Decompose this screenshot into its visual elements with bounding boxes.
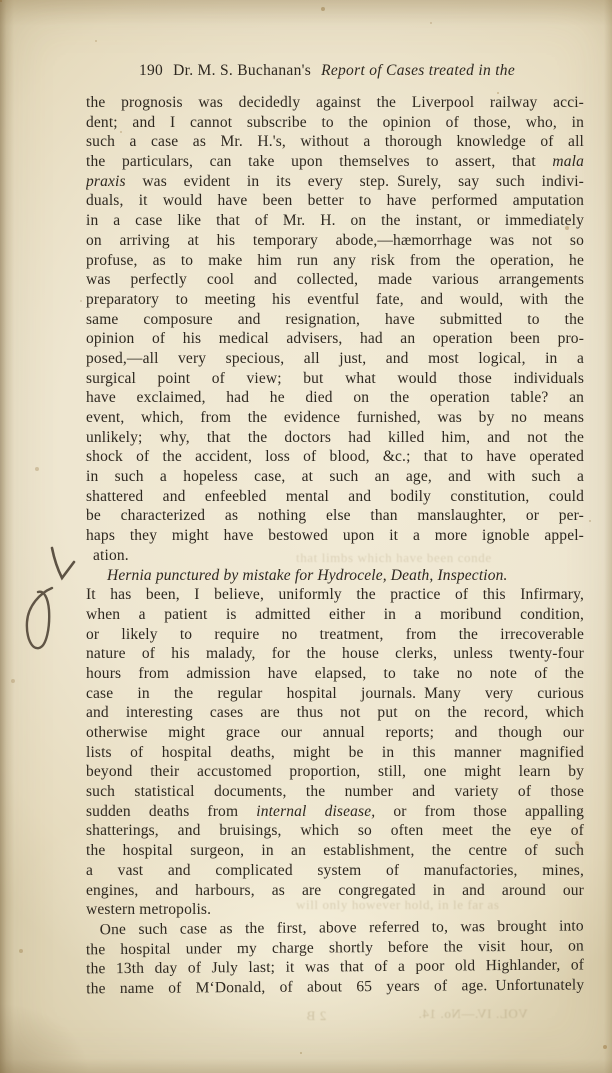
bleed-through-fragment: will only however hold, in le far as [296,897,500,912]
page-number: 190 [138,62,164,79]
text-segment: the hospital under my charge shortly before the visit hour, on [85,936,584,958]
text-segment: on arriving at his temporary abode,—hæmorrhage was not so [86,231,584,249]
page-edge-shading-right [604,0,612,1073]
text-segment: unlikely; why, that the doctors had killed him, and not the [86,428,584,446]
text-line [86,861,584,881]
text-line [86,605,584,625]
text-segment: such statistical documents, the number and variety of those [86,783,584,801]
italic-text-segment: internal disease, [256,802,376,820]
paragraph [86,916,585,999]
loop-mark-stroke [27,588,52,648]
text-line [86,526,584,546]
text-segment: shatterings, and bruisings, which so often meet the eye of [86,822,584,840]
text-segment: same composure and resignation, have submitted to the [86,310,584,328]
text-block [86,93,584,999]
text-segment: otherwise might grace our annual reports; and though our [86,724,584,741]
text-segment: surgical point of view; but what would those individuals [86,369,584,387]
text-segment: sudden deaths from [86,802,257,820]
text-line [86,506,584,526]
page-edge-shading-top [0,0,612,26]
text-line [86,172,584,192]
paragraph [86,93,584,566]
page-edge-shading-bottom [0,1059,612,1073]
text-line [86,152,584,172]
text-segment: the hospital surgeon, in an establishment, the centre of such [86,842,584,860]
text-segment: western metropolis. [86,901,212,919]
bleed-through-fragment: that limbs which have been conde [296,550,492,565]
text-segment: such a case as Mr. H.'s, without a thorough knowledge of all [86,133,584,151]
header-title-italic: Report of Cases treated in the [321,62,516,79]
text-segment: opinion of his medical advisers, had an operation been pro- [86,330,584,348]
text-segment: a vast and complicated system of manufactories, mines, [86,861,584,879]
text-segment: have exclaimed, had he died on the operation table? an [86,389,584,407]
text-segment: One such case as the first, above referred to, was brought into [99,917,584,939]
text-line [86,191,584,211]
text-line [86,467,584,487]
italic-text-segment: praxis [86,172,126,190]
text-segment: was perfectly cool and collected, made various arrangements [86,271,584,289]
text-line [86,231,584,251]
text-segment: preparatory to meeting his eventful fate, and would, with the [86,290,584,308]
text-line [86,684,584,704]
text-line [86,408,584,428]
text-segment: was evident in its every step. Surely, say such indivi- [125,172,584,190]
text-line [86,329,584,349]
text-line [86,743,584,763]
text-line [86,664,584,684]
text-line [86,841,584,861]
text-line [86,585,584,605]
italic-text-segment: mala [552,153,584,171]
text-segment: It has been, I believe, uniformly the practice of this Infirmary, [86,586,584,604]
bleed-through-signature-mark: 2 B [306,1008,327,1023]
bleed-through-volume-footline: VOL. IV.—No. 14. [418,1006,528,1021]
text-line [86,487,584,507]
text-line [86,93,584,113]
text-line [86,447,584,467]
text-line [86,113,584,133]
text-segment: engines, and harbours, as are congregated in and around our [86,881,584,899]
text-line [86,762,584,782]
text-line [86,703,584,723]
text-segment: beyond their accustomed proportion, still, one might learn by [86,763,584,781]
text-segment: be characterized as nothing else than manslaughter, or per- [86,507,584,525]
page-corner-shadow [0,1003,90,1073]
text-segment: or likely to require no treatment, from the irrecoverable [86,625,584,643]
italic-text-segment: Hernia punctured by mistake for Hydrocele, Death, Inspection. [107,566,508,584]
text-line [86,132,584,152]
text-segment: the 13th day of July last; it was that of a poor old Highlander, of [86,956,585,978]
text-segment: dent; and I cannot subscribe to the opinion of those, who, in [86,113,584,131]
page-edge-shading-left [0,0,14,1073]
text-segment: the name of M‘Donald, of about 65 years of age. Unfortunately [86,976,585,998]
text-line [86,290,584,310]
text-line [86,723,584,743]
handwritten-marginalia-marks [6,538,81,668]
text-line [86,644,584,664]
text-line [86,270,584,290]
text-segment: ation. [93,546,129,564]
text-line [86,349,584,369]
text-segment: posed,—all very specious, all just, and most logical, in a [86,349,584,367]
text-segment: and interesting cases are thus not put on the record, which [86,704,584,722]
check-mark-stroke [52,548,74,578]
text-segment: nature of his malady, for the house clerks, unless twenty-four [86,645,584,663]
text-line [86,821,584,841]
text-segment: the particulars, can take upon themselves to assert, that [86,153,553,171]
text-segment: hours from admission have elapsed, to take no note of the [86,664,584,682]
text-line [86,369,584,389]
text-segment: in such a hopeless case, at such an age, and with such a [86,468,584,486]
text-line [86,388,584,408]
text-line [86,782,584,802]
text-segment: event, which, from the evidence furnished, was by no means [86,409,584,426]
text-line [86,566,584,586]
text-segment: in a case like that of Mr. H. on the instant, or immediately [86,212,584,230]
running-header [86,62,584,80]
header-author: Dr. M. S. Buchanan's [173,62,312,79]
text-segment: duals, it would have been better to have performed amputation [86,192,584,210]
paragraph [86,566,584,920]
text-line [86,310,584,330]
text-line [86,975,584,999]
text-line [86,251,584,271]
text-segment: shock of the accident, loss of blood, &c.; that to have operated [86,448,584,466]
text-line [86,428,584,448]
text-line [86,802,584,822]
text-segment: lists of hospital deaths, might be in this manner magnified [86,743,584,761]
text-segment: case in the regular hospital journals. Many very curious [86,684,584,702]
text-segment: shattered and enfeebled mental and bodily constitution, could [86,487,584,505]
text-segment: when a patient is admitted either in a moribund condition, [86,605,584,623]
text-segment: or from those appalling [375,802,584,820]
text-line [86,625,584,645]
text-line [86,211,584,231]
text-segment: the prognosis was decidedly against the Liverpool railway acci- [86,94,584,111]
text-segment: profuse, as to make him run any risk from the operation, he [86,251,584,269]
foxing-specks [0,0,2,2]
text-segment: haps they might have bestowed upon it a more ignoble appel- [86,527,584,545]
